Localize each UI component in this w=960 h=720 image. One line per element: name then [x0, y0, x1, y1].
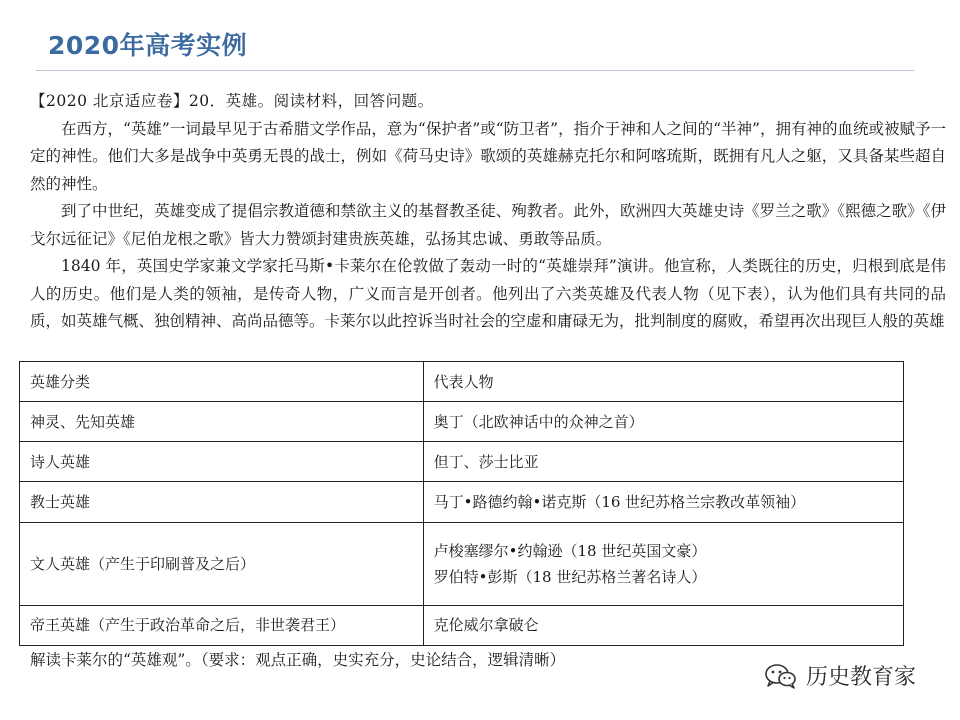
table-row [20, 402, 904, 442]
table-cell-person-line: 罗伯特•彭斯（18 世纪苏格兰著名诗人） [433, 567, 707, 586]
table-header-row [20, 362, 904, 402]
question-material [30, 88, 946, 336]
material-paragraph-1: 在西方，“英雄”一词最早见于古希腊文学作品，意为“保护者”或“防卫者”，指介于神和人之间的“半神”，拥有神的血统或被赋予一定的神性。他们大多是战争中英勇无畏的战士，例如《荷马史诗》歌颂的英雄赫克托尔和阿喀琉斯，既拥有凡人之躯，又具备某些超自然的神性。 [30, 119, 946, 193]
wechat-icon [764, 662, 798, 690]
watermark-text: 历史教育家 [806, 665, 917, 690]
table-header-people: 代表人物 [423, 362, 903, 402]
material-paragraph-3: 1840 年，英国史学家兼文学家托马斯•卡莱尔在伦敦做了轰动一时的“英雄崇拜”演讲。他宣称，人类既往的历史，归根到底是伟人的历史。他们是人类的领袖，是传奇人物，广义而言是开创者。他列出了六类英雄及代表人物（见下表），认为他们具有共同的品质，如英雄气概、独创精神、高尚品德等。卡莱尔以此控诉当时社会的空虚和庸碌无为，批判制度的腐败，希望再次出现巨人般的英雄 [30, 257, 946, 330]
table-cell-category: 帝王英雄（产生于政治革命之后，非世袭君王） [20, 605, 424, 645]
table-cell-category: 诗人英雄 [20, 442, 424, 482]
slide-title: 2020年高考实例 [48, 31, 248, 60]
question-heading: 【2020 北京适应卷】20．英雄。阅读材料，回答问题。 [30, 92, 434, 110]
material-paragraph-2: 到了中世纪，英雄变成了提倡宗教道德和禁欲主义的基督教圣徒、殉教者。此外，欧洲四大英雄史诗《罗兰之歌》《熙德之歌》《伊戈尔远征记》《尼伯龙根之歌》皆大力赞颂封建贵族英雄，弘扬其忠诚、勇敢等品质。 [30, 202, 946, 248]
table-cell-people: 克伦威尔拿破仑 [423, 605, 903, 645]
table-cell-category: 文人英雄（产生于印刷普及之后） [20, 522, 424, 605]
table-row [20, 482, 904, 522]
table-cell-people [423, 522, 903, 605]
table-cell-category: 教士英雄 [20, 482, 424, 522]
table-header-category: 英雄分类 [20, 362, 424, 402]
table-cell-person-line: 卢梭塞缪尔•约翰逊（18 世纪英国文豪） [433, 541, 707, 560]
title-divider [36, 70, 914, 71]
table-cell-people: 奥丁（北欧神话中的众神之首） [423, 402, 903, 442]
table-cell-people: 但丁、莎士比亚 [423, 442, 903, 482]
table-row [20, 605, 904, 645]
question-prompt: 解读卡莱尔的“英雄观”。（要求：观点正确，史实充分，史论结合，逻辑清晰） [30, 651, 566, 669]
table-cell-category: 神灵、先知英雄 [20, 402, 424, 442]
table-row [20, 442, 904, 482]
hero-table [19, 361, 904, 646]
table-cell-people: 马丁•路德约翰•诺克斯（16 世纪苏格兰宗教改革领袖） [423, 482, 903, 522]
table-row [20, 522, 904, 605]
watermark [764, 660, 916, 691]
